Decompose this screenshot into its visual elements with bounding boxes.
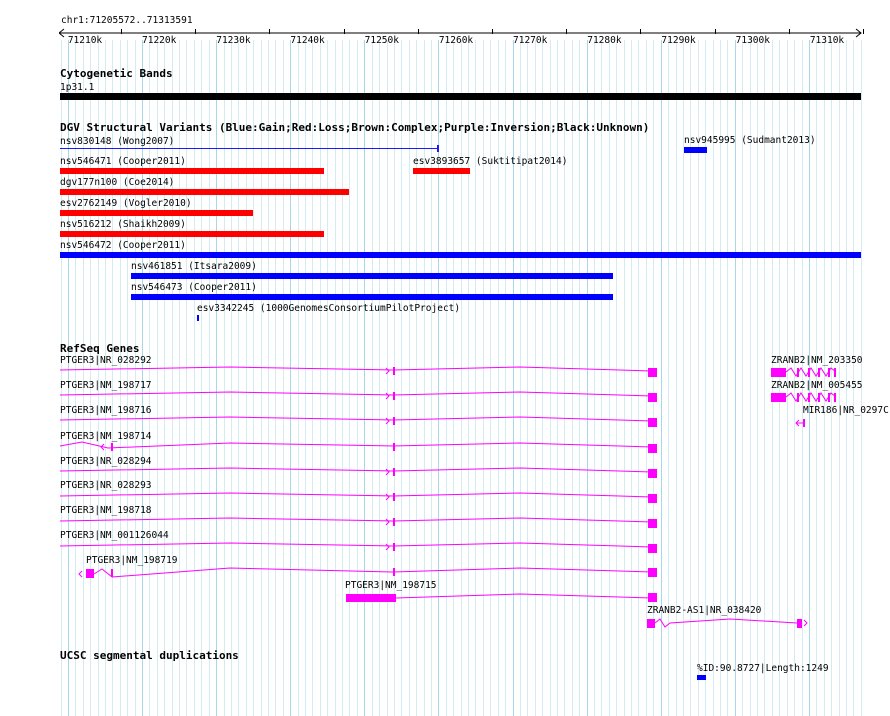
gene-label: PTGER3|NM_198715 [345,580,437,591]
track-title-cytobands: Cytogenetic Bands [60,67,173,80]
variant-label: nsv830148 (Wong2007) [60,136,175,147]
variant-label: nsv945995 (Sudmant2013) [684,135,816,146]
track-title-dgv: DGV Structural Variants (Blue:Gain;Red:Loss;Brown:Complex;Purple:Inversion;Black:Unknown) [60,121,650,134]
variant-label: nsv516212 (Shaikh2009) [60,219,186,230]
transcript-row[interactable] [60,367,657,377]
track-title-segdups: UCSC segmental duplications [60,649,239,662]
transcript-row[interactable] [771,393,836,402]
gene-label: PTGER3|NR_028293 [60,480,152,491]
transcript-row[interactable] [771,368,836,377]
gene-label: PTGER3|NM_198714 [60,431,152,442]
ruler-tick-label: 71210k [67,35,103,46]
transcript-row[interactable] [346,593,657,602]
variant-label: nsv546471 (Cooper2011) [60,156,186,167]
segdup-label: %ID:90.8727|Length:1249 [697,663,829,674]
gene-label: ZRANB2|NM_203350 [771,355,863,366]
gene-label: MIR186|NR_0297C [803,405,889,416]
ruler-tick-label: 71250k [364,35,399,46]
transcript-row[interactable] [79,568,657,578]
gene-label: PTGER3|NR_028292 [60,355,152,366]
transcript-row[interactable] [60,392,657,402]
transcript-row[interactable] [60,518,657,528]
variant-label: nsv461851 (Itsara2009) [131,261,257,272]
ruler-tick-label: 71280k [587,35,622,46]
gene-label: PTGER3|NM_001126044 [60,530,169,541]
gene-label: PTGER3|NM_198717 [60,380,152,391]
gene-label: PTGER3|NM_198719 [86,555,178,566]
track-title-refseq: RefSeq Genes [60,342,140,355]
transcript-row[interactable] [796,419,805,427]
variant-label: nsv546472 (Cooper2011) [60,240,186,251]
transcript-row[interactable] [60,442,657,453]
transcript-row[interactable] [60,417,657,427]
transcript-row[interactable] [60,543,657,553]
ruler-tick-label: 71220k [142,35,177,46]
gene-label: PTGER3|NM_198716 [60,405,152,416]
ruler-tick-label: 71270k [513,35,548,46]
gene-label: ZRANB2-AS1|NR_038420 [647,605,762,616]
ruler-tick-label: 71300k [735,35,770,46]
variant-label: dgv177n100 (Coe2014) [60,177,175,188]
variant-label: esv3342245 (1000GenomesConsortiumPilotProject) [197,303,461,314]
gene-label: ZRANB2|NM_005455 [771,380,863,391]
segdup-bar[interactable] [697,675,706,680]
ruler-coordinates: chr1:71205572..71313591 [61,15,193,26]
ruler-tick-label: 71290k [661,35,696,46]
ruler-tick-label: 71260k [438,35,474,46]
gene-label: PTGER3|NR_028294 [60,456,152,467]
cytoband-label: 1p31.1 [60,82,95,93]
gene-label: PTGER3|NM_198718 [60,505,152,516]
transcript-row[interactable] [647,619,807,628]
ruler-tick-label: 71230k [216,35,251,46]
variant-label: esv3893657 (Suktitipat2014) [413,156,568,167]
variant-label: nsv546473 (Cooper2011) [131,282,257,293]
ruler-tick-label: 71310k [809,35,845,46]
ruler-tick-label: 71240k [290,35,325,46]
transcript-row[interactable] [60,493,657,503]
transcript-row[interactable] [60,468,657,478]
variant-label: esv2762149 (Vogler2010) [60,198,192,209]
